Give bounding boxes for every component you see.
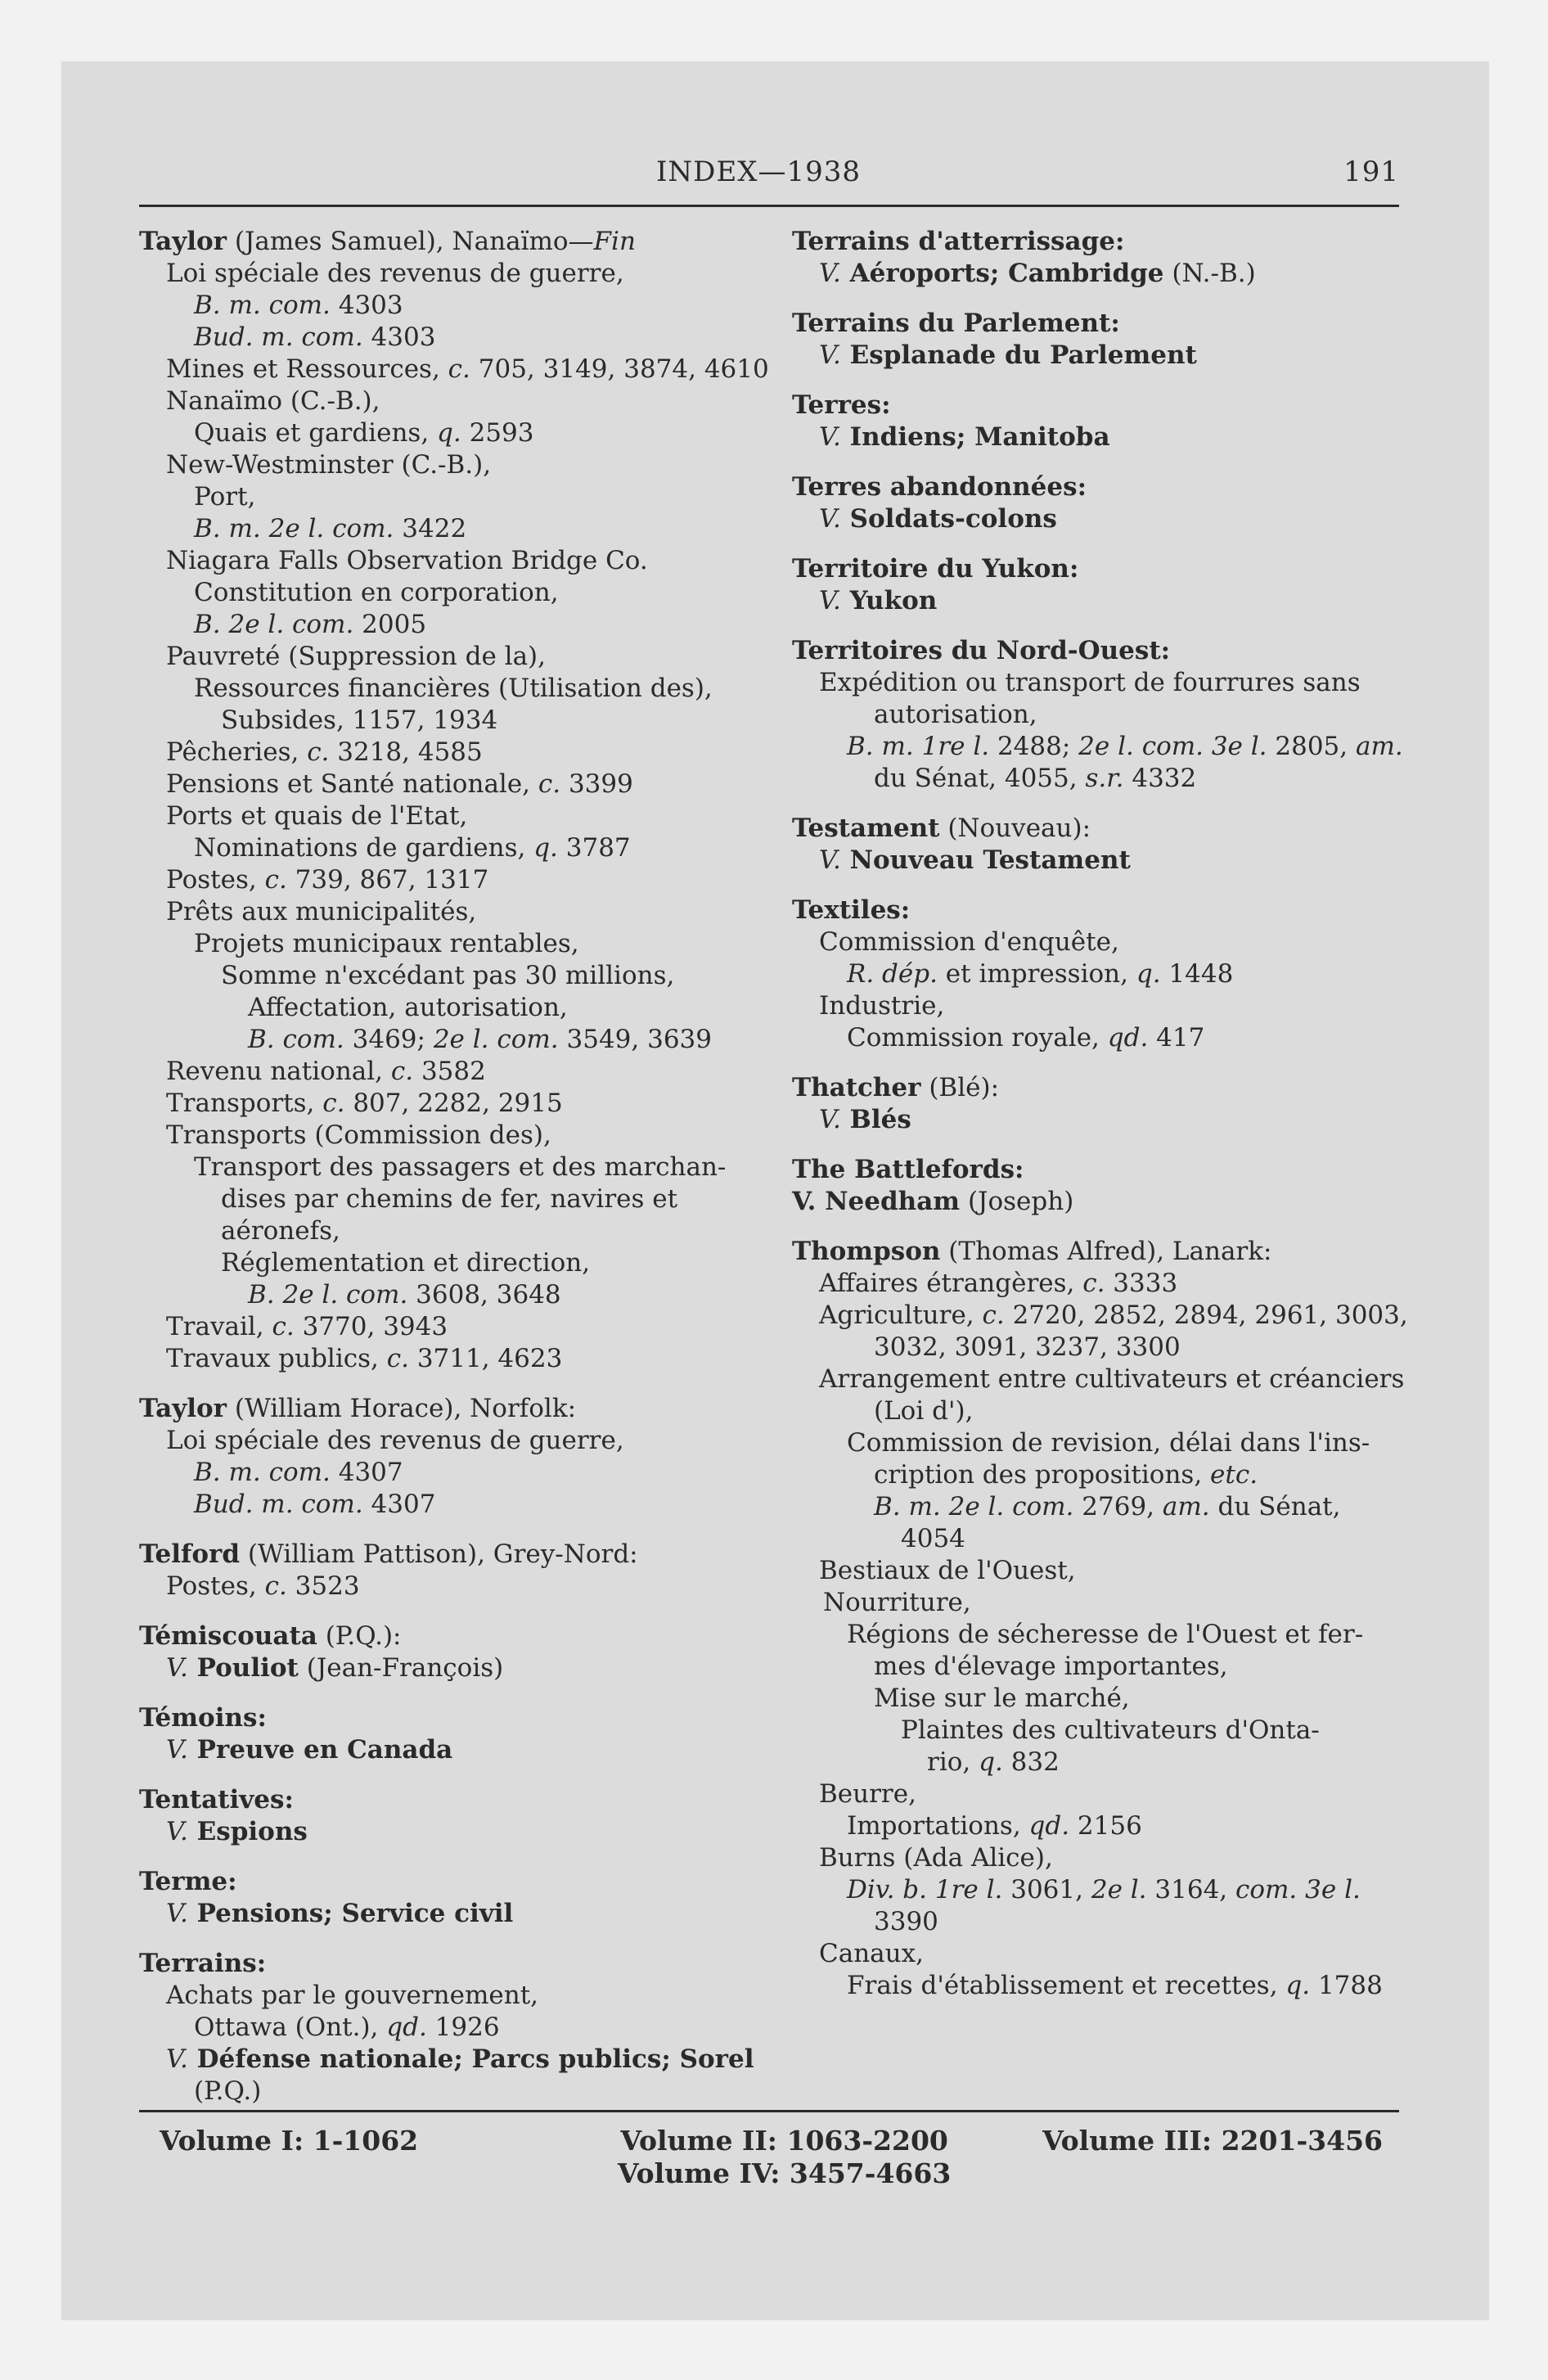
index-entry-textiles <box>792 895 1402 1054</box>
subentry: Projets municipaux rentables, <box>194 929 579 958</box>
cross-reference: V. Espions <box>166 1817 308 1846</box>
subentry: Transports, c. 807, 2282, 2915 <box>166 1089 563 1118</box>
entry-heading: Territoire du Yukon: <box>792 554 1079 584</box>
volume-1-range: Volume I: 1-1062 <box>160 2125 419 2157</box>
cross-reference: V. Blés <box>819 1105 911 1134</box>
cross-reference: V. Indiens; Manitoba <box>819 422 1110 452</box>
cross-reference: V. Yukon <box>819 586 938 615</box>
subentry: Postes, c. 3523 <box>166 1571 360 1601</box>
subentry: Constitution en corporation, <box>194 578 559 607</box>
index-entry-taylor-james-samuel <box>139 226 769 1375</box>
subentry: Ports et quais de l'Etat, <box>166 801 468 831</box>
cross-reference: V. Pensions; Service civil <box>166 1899 514 1928</box>
entry-heading: Terrains du Parlement: <box>792 309 1120 338</box>
subentry: 3390 <box>874 1907 938 1936</box>
subentry: R. dép. et impression, q. 1448 <box>847 959 1234 989</box>
subentry: Transports (Commission des), <box>166 1120 551 1150</box>
subentry: Importations, qd. 2156 <box>847 1811 1142 1841</box>
subentry: Nourriture, <box>823 1588 971 1617</box>
index-entry-temoins <box>139 1702 749 1766</box>
subentry: Postes, c. 739, 867, 1317 <box>166 865 489 895</box>
entry-heading: The Battlefords: <box>792 1155 1024 1184</box>
entry-heading: Tentatives: <box>139 1785 294 1814</box>
subentry: Nanaïmo (C.-B.), <box>166 386 380 416</box>
entry-heading: Terrains: <box>139 1949 267 1978</box>
index-entry-terrains-parlement <box>792 308 1402 372</box>
index-entry-territoire-yukon <box>792 553 1402 617</box>
volume-2-4-ranges <box>618 2125 951 2190</box>
index-entry-thompson <box>792 1236 1408 2002</box>
page-footer <box>139 2125 1399 2198</box>
entry-heading: Témiscouata (P.Q.): <box>139 1621 402 1651</box>
subentry: B. 2e l. com. 3608, 3648 <box>248 1280 561 1309</box>
footer-rule <box>139 2110 1399 2112</box>
subentry: Mines et Ressources, c. 705, 3149, 3874, 4610 <box>166 354 769 384</box>
subentry: Pensions et Santé nationale, c. 3399 <box>166 769 633 799</box>
subentry: Bud. m. com. 4303 <box>194 322 436 352</box>
entry-heading: Terrains d'atterrissage: <box>792 227 1125 256</box>
subentry: Div. b. 1re l. 3061, 2e l. 3164, com. 3e l. <box>847 1875 1361 1904</box>
index-entry-the-battlefords <box>792 1154 1402 1218</box>
subentry: Affectation, autorisation, <box>248 993 568 1022</box>
entry-heading: Telford (William Pattison), Grey-Nord: <box>139 1539 638 1569</box>
subentry: Régions de sécheresse de l'Ouest et fer- <box>847 1620 1364 1649</box>
subentry: New-Westminster (C.-B.), <box>166 450 492 480</box>
subentry: Beurre, <box>819 1779 916 1809</box>
entry-heading: Terres abandonnées: <box>792 472 1087 502</box>
subentry: Somme n'excédant pas 30 millions, <box>221 961 675 990</box>
subentry: B. m. com. 4303 <box>194 291 403 320</box>
entry-heading: Terme: <box>139 1867 237 1896</box>
header-rule <box>139 205 1399 207</box>
subentry: Pauvreté (Suppression de la), <box>166 642 547 671</box>
index-entry-telford <box>139 1539 749 1602</box>
page-title: INDEX—1938 <box>656 156 861 188</box>
subentry: aéronefs, <box>221 1216 340 1246</box>
subentry: du Sénat, 4055, s.r. 4332 <box>874 764 1197 793</box>
subentry: Réglementation et direction, <box>221 1248 591 1278</box>
cross-reference: V. Défense nationale; Parcs publics; Sorel <box>166 2044 754 2074</box>
subentry: Transport des passagers et des marchan- <box>194 1152 727 1182</box>
subentry: Commission de revision, délai dans l'ins- <box>847 1428 1370 1458</box>
subentry: Industrie, <box>819 991 945 1021</box>
index-entry-taylor-william-horace <box>139 1393 749 1521</box>
cross-reference: V. Aéroports; Cambridge (N.-B.) <box>819 259 1256 288</box>
page-header <box>139 156 1399 188</box>
subentry: Revenu national, c. 3582 <box>166 1057 486 1086</box>
index-entry-terrains-atterrissage <box>792 226 1402 290</box>
cross-reference: V. Soldats-colons <box>819 504 1057 534</box>
subentry: B. m. 1re l. 2488; 2e l. com. 3e l. 2805, am. <box>847 732 1403 761</box>
index-entry-tentatives <box>139 1784 749 1848</box>
subentry: Frais d'établissement et recettes, q. 1788 <box>847 1971 1383 2000</box>
subentry: Achats par le gouvernement, <box>166 1981 539 2010</box>
subentry: Loi spéciale des revenus de guerre, <box>166 259 624 288</box>
entry-heading: Taylor (William Horace), Norfolk: <box>139 1394 577 1423</box>
index-entry-territoires-nord-ouest <box>792 635 1402 795</box>
subentry: B. m. com. 4307 <box>194 1458 403 1487</box>
subentry: Prêts aux municipalités, <box>166 897 477 926</box>
subentry: Arrangement entre cultivateurs et créanciers <box>819 1364 1405 1394</box>
subentry: Niagara Falls Observation Bridge Co. <box>166 546 648 575</box>
cross-reference: V. Esplanade du Parlement <box>819 340 1197 370</box>
subentry: Mise sur le marché, <box>874 1684 1130 1713</box>
entry-heading: Testament (Nouveau): <box>792 814 1091 843</box>
subentry: Canaux, <box>819 1939 924 1968</box>
subentry: Subsides, 1157, 1934 <box>221 705 498 735</box>
volume-4-range: Volume IV: 3457-4663 <box>618 2157 952 2189</box>
entry-heading: Thatcher (Blé): <box>792 1073 1000 1102</box>
subentry: 4054 <box>901 1524 965 1553</box>
entry-heading: Taylor (James Samuel), Nanaïmo—Fin <box>139 227 636 256</box>
subentry: 3032, 3091, 3237, 3300 <box>874 1332 1181 1362</box>
index-entry-terres <box>792 390 1402 453</box>
subentry: B. m. 2e l. com. 2769, am. du Sénat, <box>874 1492 1341 1521</box>
entry-heading: Témoins: <box>139 1703 267 1733</box>
subentry: cription des propositions, etc. <box>874 1460 1258 1490</box>
cross-reference: V. Needham (Joseph) <box>792 1187 1074 1216</box>
subentry: Ottawa (Ont.), qd. 1926 <box>194 2013 500 2042</box>
index-entry-temiscouata <box>139 1620 749 1684</box>
subentry: Expédition ou transport de fourrures sans <box>819 668 1361 697</box>
index-entry-terme <box>139 1866 749 1930</box>
cross-reference: V. Preuve en Canada <box>166 1735 453 1765</box>
subentry: Quais et gardiens, q. 2593 <box>194 418 534 448</box>
subentry: autorisation, <box>874 700 1037 729</box>
subentry: Pêcheries, c. 3218, 4585 <box>166 737 483 767</box>
subentry: Commission d'enquête, <box>819 927 1119 957</box>
right-column <box>792 226 1408 2020</box>
subentry: B. com. 3469; 2e l. com. 3549, 3639 <box>248 1025 712 1054</box>
subentry: Commission royale, qd. 417 <box>847 1023 1205 1053</box>
entry-heading: Thompson (Thomas Alfred), Lanark: <box>792 1237 1272 1266</box>
cross-reference: V. Nouveau Testament <box>819 845 1131 875</box>
subentry: dises par chemins de fer, navires et <box>221 1184 678 1214</box>
subentry: Travail, c. 3770, 3943 <box>166 1312 448 1341</box>
index-entry-thatcher <box>792 1072 1402 1136</box>
subentry: B. 2e l. com. 2005 <box>194 610 427 639</box>
index-entry-terrains <box>139 1948 754 2107</box>
subentry: Ressources financières (Utilisation des), <box>194 674 713 703</box>
index-entry-testament <box>792 813 1402 877</box>
subentry: Loi spéciale des revenus de guerre, <box>166 1426 624 1455</box>
subentry: Port, <box>194 482 256 512</box>
subentry: rio, q. 832 <box>927 1747 1060 1777</box>
index-entry-terres-abandonnees <box>792 471 1402 535</box>
subentry: Agriculture, c. 2720, 2852, 2894, 2961, 3003, <box>819 1300 1408 1330</box>
subentry: Bestiaux de l'Ouest, <box>819 1556 1076 1585</box>
page-number: 191 <box>1343 156 1399 188</box>
subentry: mes d'élevage importantes, <box>874 1652 1228 1681</box>
subentry: B. m. 2e l. com. 3422 <box>194 514 467 543</box>
subentry: Plaintes des cultivateurs d'Onta- <box>901 1715 1320 1745</box>
subentry: Travaux publics, c. 3711, 4623 <box>166 1344 563 1373</box>
volume-3-range: Volume III: 2201-3456 <box>1042 2125 1383 2157</box>
entry-heading: Terres: <box>792 390 891 420</box>
subentry: (Loi d'), <box>874 1396 974 1426</box>
cross-reference-cont: (P.Q.) <box>194 2076 262 2106</box>
entry-heading: Territoires du Nord-Ouest: <box>792 636 1171 665</box>
subentry: Nominations de gardiens, q. 3787 <box>194 833 631 863</box>
entry-heading: Textiles: <box>792 895 911 925</box>
subentry: Affaires étrangères, c. 3333 <box>819 1269 1178 1298</box>
volume-2-range: Volume II: 1063-2200 <box>620 2125 948 2157</box>
subentry: Bud. m. com. 4307 <box>194 1490 436 1519</box>
left-column <box>139 226 769 2125</box>
subentry: Burns (Ada Alice), <box>819 1843 1053 1873</box>
cross-reference: V. Pouliot (Jean-François) <box>166 1653 504 1683</box>
